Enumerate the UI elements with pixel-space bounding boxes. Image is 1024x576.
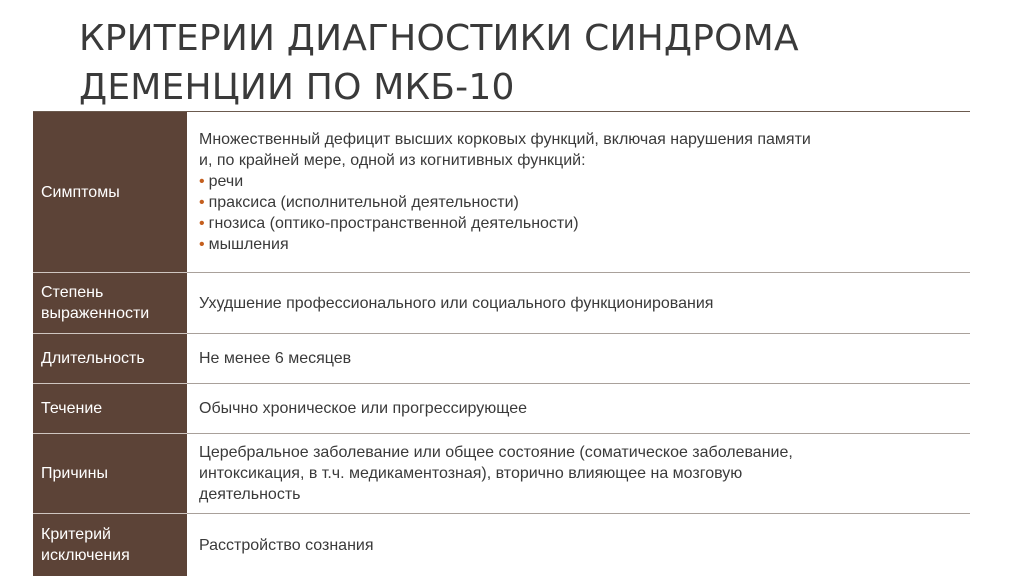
- row-label: Длительность: [41, 350, 145, 367]
- row-label: Причины: [41, 465, 108, 482]
- bullet-item: • праксиса (исполнительной деятельности): [199, 192, 970, 213]
- table-row-exclusion: [33, 514, 970, 576]
- row-label-cell: [33, 434, 187, 514]
- table-row-symptoms: [33, 112, 970, 273]
- row-value-cell: [187, 434, 970, 514]
- row-label: Степень выраженности: [41, 284, 150, 322]
- value-line: Церебральное заболевание или общее состояние (соматическое заболевание,: [199, 444, 793, 461]
- bullet-item: • речи: [199, 171, 970, 192]
- row-label: Течение: [41, 400, 103, 417]
- criteria-table: [33, 111, 970, 576]
- value-line: Не менее 6 месяцев: [199, 350, 352, 367]
- value-line: Ухудшение профессионального или социального функционирования: [199, 294, 714, 312]
- bullet-item: • гнозиса (оптико-пространственной деятельности): [199, 213, 970, 234]
- table-row-duration: [33, 334, 970, 384]
- row-value-cell: [187, 334, 970, 384]
- value-line: интоксикация, в т.ч. медикаментозная), вторично влияющее на мозговую: [199, 465, 743, 482]
- value-line: деятельность: [199, 486, 301, 503]
- row-label-cell: [33, 384, 187, 434]
- row-label-cell: [33, 273, 187, 334]
- value-line: и, по крайней мере, одной из когнитивных функций:: [199, 152, 586, 169]
- row-label-cell: [33, 112, 187, 273]
- row-value-cell: [187, 514, 970, 576]
- row-label-cell: [33, 514, 187, 576]
- table-row-causes: [33, 434, 970, 514]
- value-line: Расстройство сознания: [199, 536, 374, 554]
- slide-title-text: КРИТЕРИИ ДИАГНОСТИКИ СИНДРОМА ДЕМЕНЦИИ ПО МКБ-10: [79, 18, 799, 108]
- row-label: Критерий исключения: [41, 526, 130, 564]
- row-value-cell: [187, 273, 970, 334]
- row-value-cell: [187, 384, 970, 434]
- value-line: Обычно хроническое или прогрессирующее: [199, 400, 528, 417]
- value-line: Множественный дефицит высших корковых функций, включая нарушения памяти: [199, 131, 811, 148]
- bullet-item: • мышления: [199, 234, 970, 255]
- table-row-course: [33, 384, 970, 434]
- row-label-cell: [33, 334, 187, 384]
- slide-title: [79, 14, 799, 112]
- row-label: Симптомы: [41, 183, 120, 201]
- row-value-cell: [187, 112, 970, 273]
- table-row-severity: [33, 273, 970, 334]
